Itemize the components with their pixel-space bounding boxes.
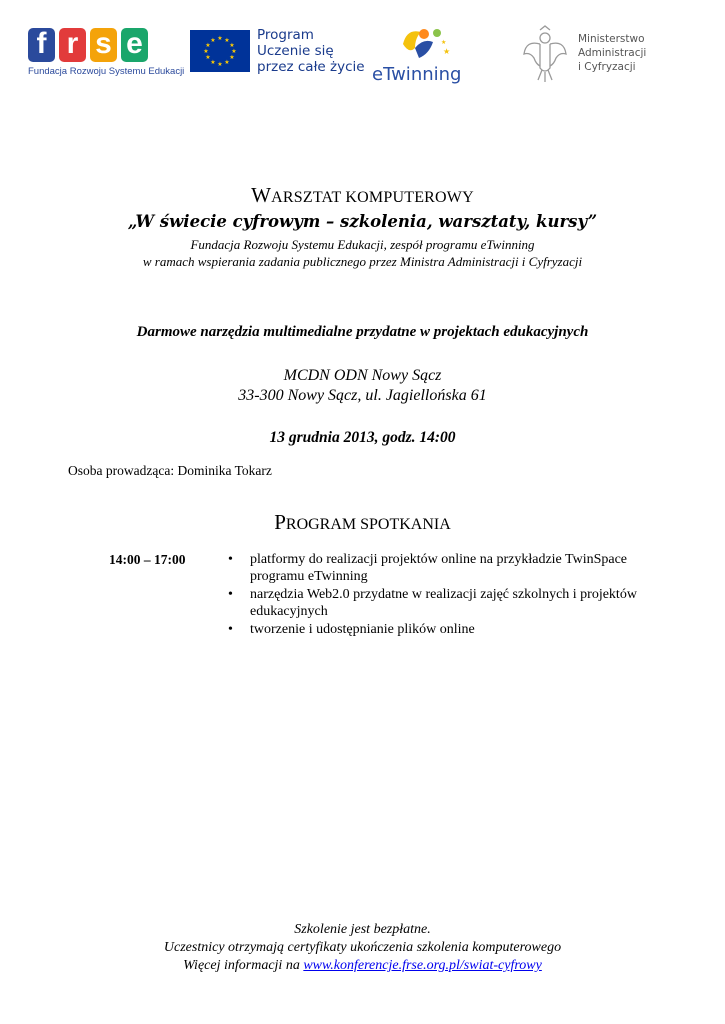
page-title-rest: ARSZTAT KOMPUTEROWY <box>271 189 474 206</box>
frse-logo <box>28 28 148 62</box>
svg-text:★: ★ <box>210 59 216 66</box>
svg-text:★: ★ <box>205 42 211 49</box>
program-time: 14:00 – 17:00 <box>109 552 186 567</box>
agenda-item-text: tworzenie i udostępnianie plików online <box>250 622 475 637</box>
svg-text:★: ★ <box>203 48 209 55</box>
host-name: Osoba prowadząca: Dominika Tokarz <box>68 463 272 478</box>
program-heading <box>0 510 725 535</box>
bullet-icon: • <box>228 622 233 637</box>
etwinning-logo-text: eTwinning <box>372 64 462 85</box>
bullet-icon: • <box>228 587 233 602</box>
page-title-initial: W <box>251 183 272 207</box>
frse-letter-r: r <box>59 28 86 62</box>
ministry-logo-line1: Ministerstwo <box>578 33 645 45</box>
program-logo-line3: przez całe życie <box>257 59 365 75</box>
svg-text:★: ★ <box>231 48 237 55</box>
svg-text:★: ★ <box>224 59 230 66</box>
organizer-line-1: Fundacja Rozwoju Systemu Edukacji, zespół programu eTwinning <box>190 237 535 252</box>
venue-name: MCDN ODN Nowy Sącz <box>283 367 442 384</box>
svg-text:★: ★ <box>224 37 230 44</box>
page-subtitle: „W świecie cyfrowym – szkolenia, warsztaty, kursy” <box>127 212 598 231</box>
eagle-emblem-icon <box>520 24 570 89</box>
frse-letter-f: f <box>28 28 55 62</box>
more-info-link[interactable]: www.konferencje.frse.org.pl/swiat-cyfrowy <box>303 958 542 973</box>
ministry-logo-text <box>578 32 646 74</box>
program-logo-line1: Program <box>257 27 314 43</box>
agenda-list <box>228 552 668 641</box>
frse-letter-s: s <box>90 28 117 62</box>
svg-text:★: ★ <box>441 39 447 46</box>
organizer-line-2: w ramach wspierania zadania publicznego przez Ministra Administracji i Cyfryzacji <box>142 254 583 269</box>
footer-more-info-prefix: Więcej informacji na <box>183 958 304 973</box>
workshop-topic: Darmowe narzędzia multimedialne przydatne w projektach edukacyjnych <box>136 324 589 340</box>
ministry-logo-line3: i Cyfryzacji <box>578 61 636 73</box>
eu-flag-icon <box>190 30 250 72</box>
footer-more-info <box>0 958 725 974</box>
svg-text:★: ★ <box>443 47 451 56</box>
agenda-item <box>228 622 668 639</box>
agenda-item-text: platformy do realizacji projektów online na przykładzie TwinSpace programu eTwinning <box>250 552 628 584</box>
ministry-logo-line2: Administracji <box>578 47 647 59</box>
venue-address: 33-300 Nowy Sącz, ul. Jagiellońska 61 <box>238 387 487 404</box>
frse-letter-e: e <box>121 28 148 62</box>
program-heading-initial: P <box>274 510 286 534</box>
svg-text:★: ★ <box>217 35 223 42</box>
svg-text:★: ★ <box>229 42 235 49</box>
agenda-item-text: narzędzia Web2.0 przydatne w realizacji zajęć szkolnych i projektów edukacyjnych <box>250 587 637 619</box>
page-title <box>0 183 725 208</box>
footer-certificate-note: Uczestnicy otrzymają certyfikaty ukończenia szkolenia komputerowego <box>163 940 562 955</box>
frse-logo-subtitle: Fundacja Rozwoju Systemu Edukacji <box>28 66 185 77</box>
agenda-item <box>228 587 668 620</box>
svg-text:★: ★ <box>205 54 211 61</box>
svg-text:★: ★ <box>229 54 235 61</box>
agenda-item <box>228 552 668 585</box>
event-date: 13 grudnia 2013, godz. 14:00 <box>269 429 456 446</box>
etwinning-emblem-icon <box>393 24 449 69</box>
svg-text:★: ★ <box>210 37 216 44</box>
bullet-icon: • <box>228 552 233 567</box>
footer-free-note: Szkolenie jest bezpłatne. <box>294 922 431 937</box>
program-heading-rest: ROGRAM SPOTKANIA <box>285 516 451 533</box>
svg-text:★: ★ <box>217 61 223 68</box>
program-logo-line2: Uczenie się <box>257 43 334 59</box>
program-logo-text <box>257 27 365 75</box>
